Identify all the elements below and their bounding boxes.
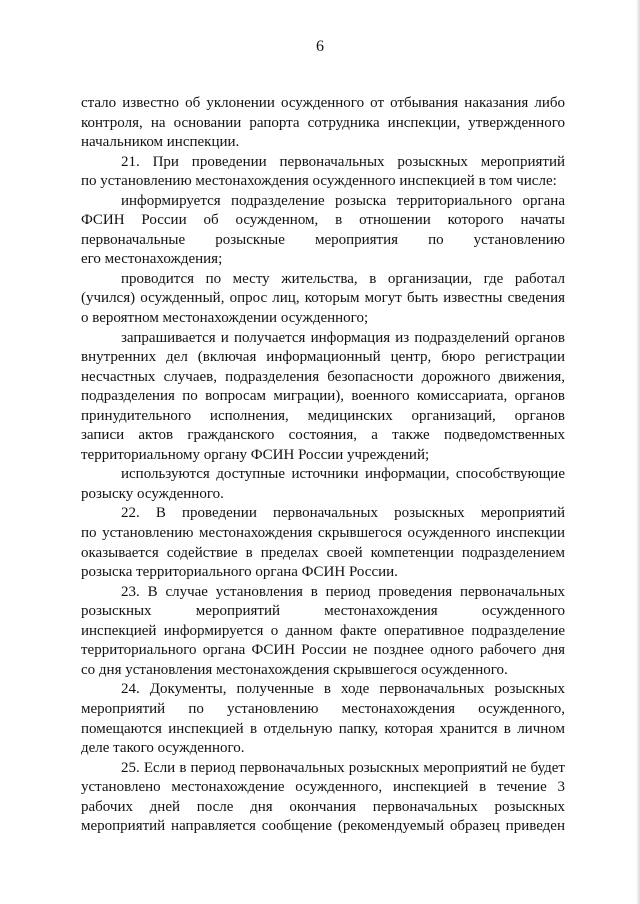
text-line: несчастных случаев, подразделения безопасности дорожного движения,	[81, 368, 565, 385]
text-line: помещаются инспекцией в отдельную папку, которая хранится в личном	[81, 720, 565, 737]
text-line: (учился) осужденный, опрос лиц, которым могут быть известны сведения	[81, 290, 565, 307]
text-line: о вероятном местонахождении осужденного;	[81, 310, 369, 327]
text-line: территориального органа ФСИН России не позднее одного рабочего дня	[81, 642, 565, 659]
page-number: 6	[316, 38, 324, 55]
text-line: 25. Если в период первоначальных розыскных мероприятий не будет	[121, 759, 565, 776]
text-line: установлено местонахождение осужденного, инспекцией в течение 3	[81, 779, 565, 796]
text-line: по установлению местонахождения скрывшегося осужденного инспекции	[81, 525, 565, 542]
text-line: инспекцией информируется о данном факте оперативное подразделение	[81, 622, 565, 639]
text-line: розыска территориального органа ФСИН России.	[81, 564, 398, 581]
text-line: розыскных мероприятий местонахождения осужденного	[81, 603, 565, 620]
document-body	[81, 94, 565, 837]
text-line: стало известно об уклонении осужденного от отбывания наказания либо	[81, 95, 565, 111]
text-line: оказывается содействие в пределах своей компетенции подразделением	[81, 544, 565, 561]
text-line: внутренних дел (включая информационный центр, бюро регистрации	[81, 349, 565, 366]
text-line: мероприятий по установлению местонахождения осужденного,	[81, 700, 565, 717]
text-line: информируется подразделение розыска территориального органа	[121, 192, 565, 209]
text-line: запрашивается и получается информация из подразделений органов	[121, 329, 565, 346]
text-line: территориальному органу ФСИН России учреждений;	[81, 446, 430, 463]
text-line: мероприятий направляется сообщение (рекомендуемый образец приведен	[81, 818, 565, 835]
text-line: подразделения по вопросам миграции), военного комиссариата, органов	[81, 388, 565, 405]
text-line: 22. В проведении первоначальных розыскных мероприятий	[121, 505, 565, 522]
text-line: по установлению местонахождения осужденного инспекцией в том числе:	[81, 173, 557, 190]
text-line: розыску осужденного.	[81, 485, 224, 502]
text-line: первоначальные розыскные мероприятия по установлению	[81, 231, 565, 248]
text-line: ФСИН России об осужденном, в отношении которого начаты	[81, 212, 565, 229]
text-line: рабочих дней после дня окончания первоначальных розыскных	[81, 798, 565, 815]
text-line: начальником инспекции.	[81, 134, 240, 151]
scan-edge	[636, 0, 640, 904]
text-line: 24. Документы, полученные в ходе первоначальных розыскных	[121, 681, 565, 698]
text-line: 23. В случае установления в период проведения первоначальных	[121, 583, 565, 600]
text-line: деле такого осужденного.	[81, 740, 245, 757]
text-line: со дня установления местонахождения скрывшегося осужденного.	[81, 661, 508, 678]
text-line: 21. При проведении первоначальных розыскных мероприятий	[121, 153, 565, 170]
text-line: принудительного исполнения, медицинских организаций, органов	[81, 407, 565, 424]
text-line: контроля, на основании рапорта сотрудника инспекции, утвержденного	[81, 114, 565, 131]
text-line: проводится по месту жительства, в организации, где работал	[121, 270, 565, 287]
text-line: записи актов гражданского состояния, а также подведомственных	[81, 427, 565, 444]
text-line: используются доступные источники информации, способствующие	[121, 466, 565, 483]
text-line: его местонахождения;	[81, 251, 223, 268]
